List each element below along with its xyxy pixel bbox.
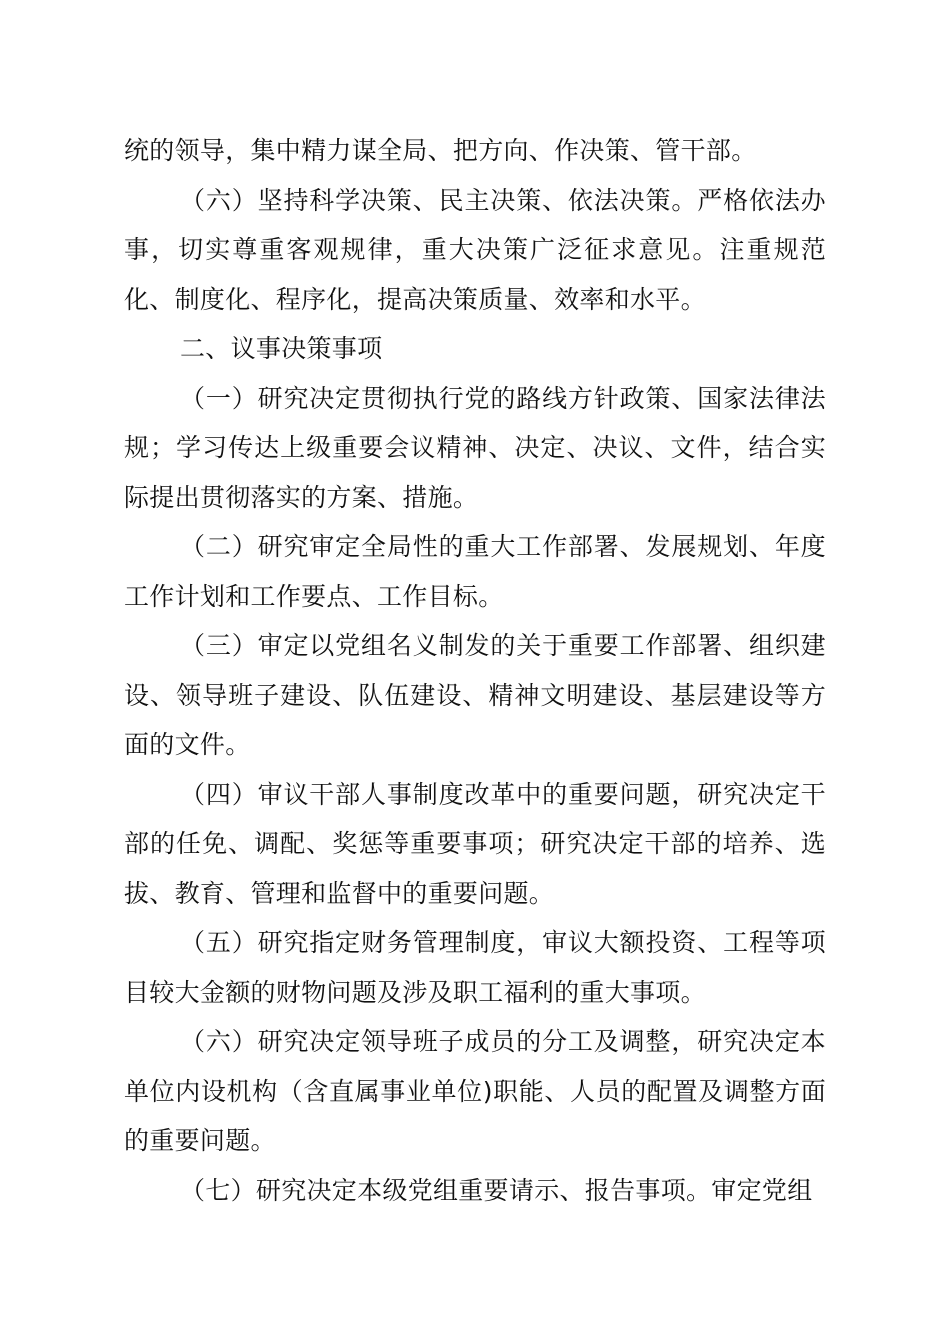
paragraph-item-2: （二）研究审定全局性的重大工作部署、发展规划、年度工作计划和工作要点、工作目标。 bbox=[124, 532, 826, 611]
section-heading-decision-matters: 二、议事决策事项 bbox=[180, 334, 383, 363]
document-body bbox=[124, 126, 826, 1215]
paragraph-item-6: （六）研究决定领导班子成员的分工及调整，研究决定本单位内设机构（含直属事业单位)职能、人员的配置及调整方面的重要问题。 bbox=[124, 1027, 826, 1155]
paragraph-item-1: （一）研究决定贯彻执行党的路线方针政策、国家法律法规；学习传达上级重要会议精神、决定、决议、文件，结合实际提出贯彻落实的方案、措施。 bbox=[124, 383, 826, 512]
paragraph-item-5: （五）研究指定财务管理制度，审议大额投资、工程等项目较大金额的财物问题及涉及职工福利的重大事项。 bbox=[124, 928, 826, 1007]
paragraph-item-7: （七）研究决定本级党组重要请示、报告事项。审定党组 bbox=[180, 1175, 813, 1205]
paragraph-continuation: 统的领导，集中精力谋全局、把方向、作决策、管干部。 bbox=[124, 136, 757, 165]
paragraph-item-4: （四）审议干部人事制度改革中的重要问题，研究决定干部的任免、调配、奖惩等重要事项；研究决定干部的培养、选拔、教育、管理和监督中的重要问题。 bbox=[124, 779, 826, 908]
paragraph-item-3: （三）审定以党组名义制发的关于重要工作部署、组织建设、领导班子建设、队伍建设、精神文明建设、基层建设等方面的文件。 bbox=[124, 631, 826, 759]
paragraph-principle-6: （六）坚持科学决策、民主决策、依法决策。严格依法办事，切实尊重客观规律，重大决策广泛征求意见。注重规范化、制度化、程序化，提高决策质量、效率和水平。 bbox=[124, 185, 826, 314]
